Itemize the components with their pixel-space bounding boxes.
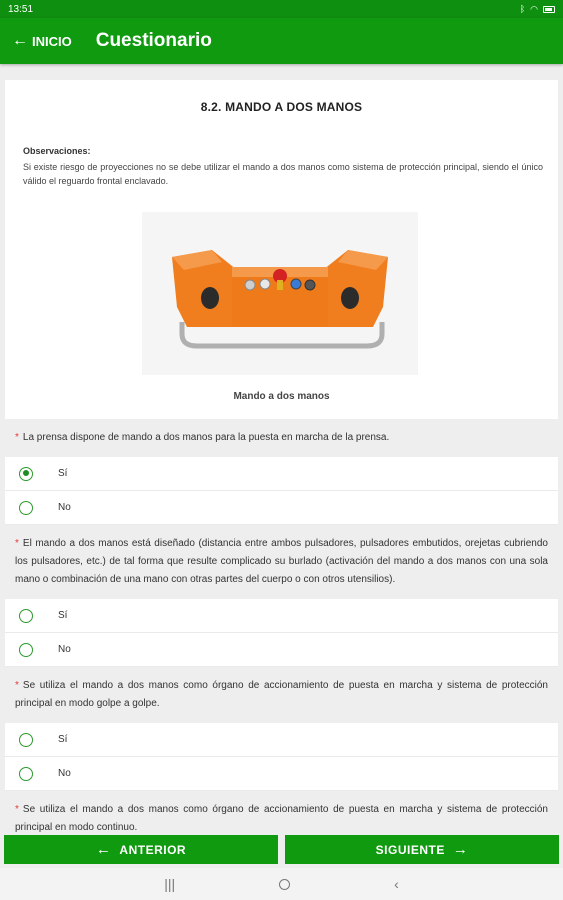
recent-apps-icon[interactable]: |||: [164, 876, 176, 892]
arrow-left-icon: ←: [95, 841, 112, 858]
radio-unchecked-icon[interactable]: [19, 767, 33, 781]
image-caption: Mando a dos manos: [233, 391, 330, 402]
status-time: 13:51: [8, 3, 34, 15]
question-2: [5, 525, 558, 599]
bluetooth-icon: ᛒ: [519, 4, 526, 14]
radio-unchecked-icon[interactable]: [19, 643, 33, 657]
radio-unchecked-icon[interactable]: [19, 733, 33, 747]
q2-option-si[interactable]: [5, 599, 558, 633]
radio-unchecked-icon[interactable]: [19, 609, 33, 623]
questionnaire-card[interactable]: [5, 80, 558, 832]
observations-text: Si existe riesgo de proyecciones no se debe utilizar el mando a dos manos como sistema de protección principal, siendo el único válido el reguardo frontal enclavado.: [23, 162, 543, 186]
q3-option-no[interactable]: [5, 757, 558, 791]
back-button[interactable]: [12, 33, 72, 49]
required-mark: *: [15, 680, 19, 691]
system-icons: [520, 4, 555, 15]
two-hand-control-image: [142, 212, 418, 375]
question-3: [5, 667, 558, 723]
question-1: [5, 419, 558, 457]
q1-option-no[interactable]: [5, 491, 558, 525]
battery-icon: [543, 6, 555, 13]
section-title: 8.2. MANDO A DOS MANOS: [200, 100, 363, 114]
previous-label: ANTERIOR: [119, 842, 187, 857]
option-label: No: [58, 644, 71, 655]
back-label: INICIO: [32, 33, 72, 49]
question-text: El mando a dos manos está diseñado (distancia entre ambos pulsadores, pulsadores embutidos, orejetas cubriendo los pulsadores, etc.) de tal forma que resulte complicado su burlado (activación del mando a dos manos con una sola mano o combinación de una mano con otras partes del cuerpo o con otros utensilios).: [15, 538, 548, 585]
required-mark: *: [15, 538, 19, 549]
arrow-left-icon: ←: [12, 32, 28, 49]
question-text: Se utiliza el mando a dos manos como órgano de accionamiento de puesta en marcha y sistema de protección principal en modo golpe a golpe.: [15, 680, 548, 709]
radio-checked-icon[interactable]: [19, 467, 33, 481]
option-label: Sí: [58, 610, 68, 621]
next-label: SIGUIENTE: [375, 842, 445, 857]
question-4: [5, 791, 558, 832]
arrow-right-icon: →: [452, 841, 469, 858]
two-hand-control-illustration: [142, 212, 418, 375]
wifi-icon: ◠: [530, 3, 538, 14]
option-label: Sí: [58, 468, 68, 479]
back-nav-icon[interactable]: ‹: [394, 876, 399, 892]
question-text: Se utiliza el mando a dos manos como órgano de accionamiento de puesta en marcha y sistema de protección principal en modo continuo.: [15, 804, 548, 832]
page-title: Cuestionario: [95, 30, 212, 51]
home-icon[interactable]: [279, 879, 290, 890]
option-label: Sí: [58, 734, 68, 745]
next-button[interactable]: [285, 835, 559, 864]
footer-nav: [0, 832, 563, 868]
observations-label: Observaciones:: [23, 146, 91, 156]
question-text: La prensa dispone de mando a dos manos para la puesta en marcha de la prensa.: [22, 432, 390, 443]
q2-option-no[interactable]: [5, 633, 558, 667]
option-label: No: [58, 502, 71, 513]
app-bar: [0, 18, 563, 64]
required-mark: *: [15, 432, 19, 443]
system-nav-bar: [0, 868, 563, 900]
radio-unchecked-icon[interactable]: [19, 501, 33, 515]
status-bar: [0, 0, 563, 18]
previous-button[interactable]: [4, 835, 278, 864]
required-mark: *: [15, 804, 19, 815]
q1-option-si[interactable]: [5, 457, 558, 491]
q3-option-si[interactable]: [5, 723, 558, 757]
option-label: No: [58, 768, 71, 779]
